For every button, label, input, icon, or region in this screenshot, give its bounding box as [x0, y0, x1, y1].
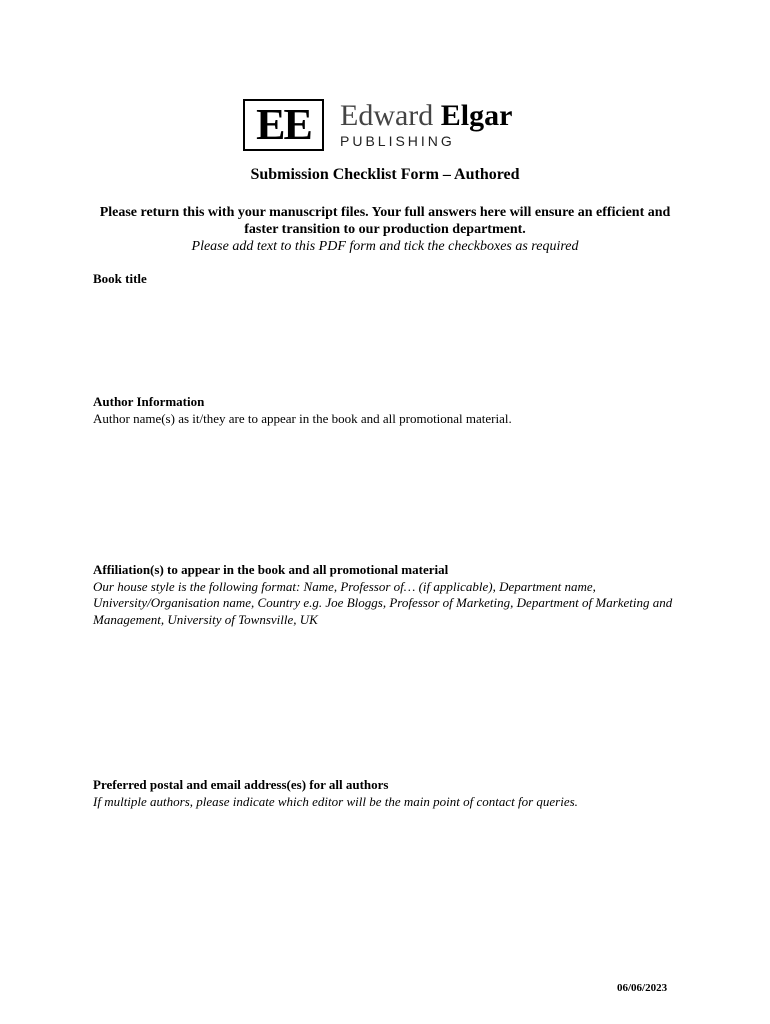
book-title-heading: Book title: [93, 271, 147, 286]
intro-instructions: Please return this with your manuscript files. Your full answers here will ensure an efficient and faster transition to our production department.: [99, 205, 671, 237]
affiliation-description: Our house style is the following format: Name, Professor of… (if applicable), Department name, University/Organisation name, Country e.g. Joe Bloggs, Professor of Marketing, Department of Marketing and Management, University of Townsville, UK: [93, 578, 673, 627]
logo-name-last: Elgar: [440, 99, 513, 132]
author-section: [93, 394, 673, 427]
logo-name-first: Edward: [340, 99, 441, 132]
address-description: If multiple authors, please indicate which editor will be the main point of contact for queries.: [93, 793, 578, 809]
intro-note: Please add text to this PDF form and tick the checkboxes as required: [191, 239, 579, 254]
publisher-logo: [243, 99, 512, 151]
logo-name: [340, 101, 512, 131]
address-heading: Preferred postal and email address(es) for all authors: [93, 777, 389, 792]
form-date: 06/06/2023: [617, 982, 668, 994]
logo-wordmark: [340, 101, 512, 149]
affiliation-heading: Affiliation(s) to appear in the book and all promotional material: [93, 562, 449, 577]
logo-mark: EE: [243, 99, 324, 151]
book-title-section: [93, 271, 673, 288]
logo-subtitle: PUBLISHING: [340, 133, 455, 149]
form-title: Submission Checklist Form – Authored: [250, 166, 520, 183]
affiliation-section: [93, 562, 673, 628]
address-section: [93, 777, 673, 810]
author-heading: Author Information: [93, 394, 205, 409]
intro-text: [90, 204, 680, 255]
author-description: Author name(s) as it/they are to appear in the book and all promotional material.: [93, 410, 512, 426]
